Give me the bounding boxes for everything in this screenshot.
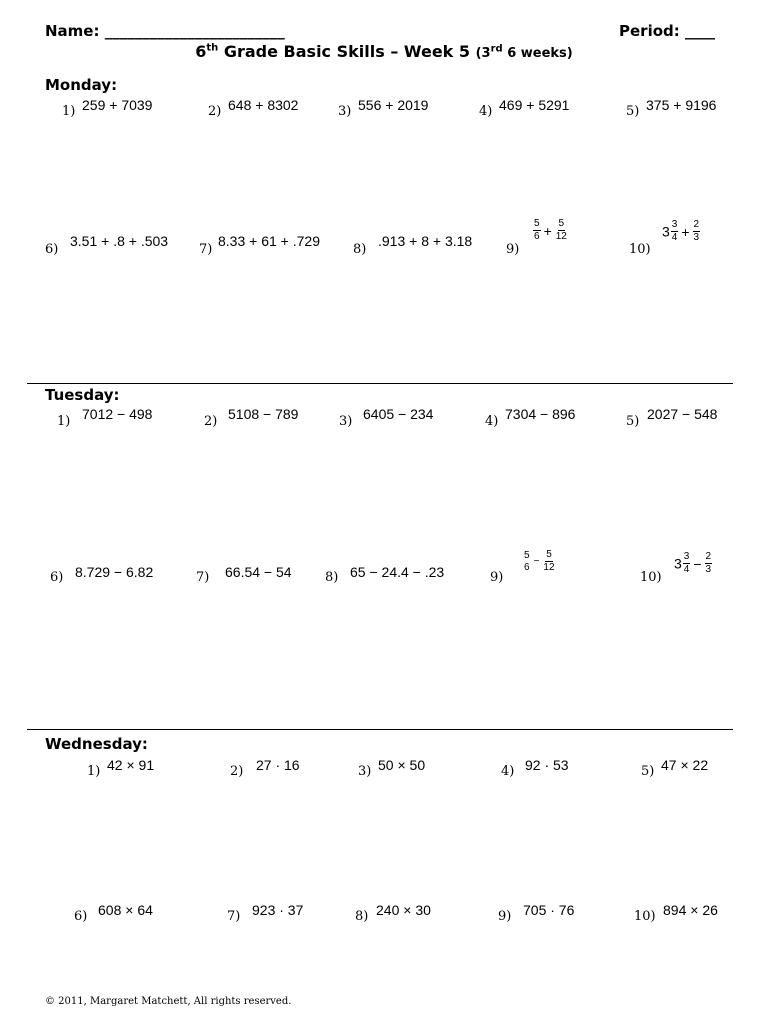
problem-expression: 7304 − 896 [505,406,576,422]
problem-number: 10) [640,570,662,585]
problem-expression: 8.33 + 61 + .729 [218,233,320,249]
problem-expression: 92 · 53 [525,757,569,773]
fraction-expression: 5 6 − $\frac{5}{12}$ [524,549,555,573]
period-blank[interactable]: ____ [684,22,715,40]
problem-expression: 50 × 50 [378,757,426,773]
problem-number: 8) [353,242,367,257]
problem-number: 4) [479,104,493,119]
problem-number: 1) [87,764,101,779]
period-label: Period: ____ [619,22,715,40]
problem-expression: 5108 − 789 [228,406,299,422]
problem-number: 9) [490,570,504,585]
problem-expression: .913 + 8 + 3.18 [378,233,473,249]
section-divider [27,729,733,730]
problem-number: 1) [62,104,76,119]
fraction-expression: $\frac{5}{6}$ + $\frac{5}{12}$ [534,218,567,242]
problem-number: 10) [634,909,656,924]
copyright-footer: © 2011, Margaret Matchett, All rights reserved. [45,996,292,1007]
problem-number: 8) [355,909,369,924]
problem-number: 3) [339,414,353,429]
problem-expression: 240 × 30 [376,902,431,918]
problem-expression: 259 + 7039 [82,97,153,113]
wednesday-heading: Wednesday: [45,735,148,753]
problem-expression: 27 · 16 [256,757,300,773]
section-divider [27,383,733,384]
problem-expression: 556 + 2019 [358,97,429,113]
tuesday-heading: Tuesday: [45,386,120,404]
problem-expression: 923 · 37 [252,902,304,918]
problem-number: 5) [626,414,640,429]
problem-number: 7) [199,242,213,257]
problem-number: 5) [641,764,655,779]
problem-expression: 648 + 8302 [228,97,299,113]
problem-expression: 7012 − 498 [82,406,153,422]
monday-heading: Monday: [45,76,118,94]
problem-expression: 47 × 22 [661,757,709,773]
problem-number: 6) [74,909,88,924]
problem-expression: 894 × 26 [663,902,718,918]
problem-number: 9) [506,242,520,257]
problem-number: 7) [196,570,210,585]
problem-expression: 6405 − 234 [363,406,434,422]
problem-number: 3) [358,764,372,779]
problem-number: 1) [57,414,71,429]
problem-number: 6) [45,242,59,257]
problem-number: 10) [629,242,651,257]
mixed-number-expression: 3 $\frac{3}{4}$ + $\frac{2}{3}$ [662,219,700,243]
problem-number: 4) [501,764,515,779]
problem-expression: 42 × 91 [107,757,155,773]
problem-expression: 3.51 + .8 + .503 [70,233,169,249]
problem-number: 2) [230,764,244,779]
problem-number: 8) [325,570,339,585]
problem-number: 5) [626,104,640,119]
problem-expression: 2027 − 548 [647,406,718,422]
problem-number: 9) [498,909,512,924]
problem-expression: 375 + 9196 [646,97,717,113]
problem-number: 4) [485,414,499,429]
problem-number: 3) [338,104,352,119]
problem-expression: 469 + 5291 [499,97,570,113]
name-label: Name: ________________________ [45,22,285,40]
problem-number: 6) [50,570,64,585]
problem-expression: 705 · 76 [523,902,575,918]
problem-number: 2) [204,414,218,429]
problem-expression: 65 − 24.4 − .23 [350,564,445,580]
problem-number: 7) [227,909,241,924]
problem-expression: 66.54 − 54 [225,564,292,580]
problem-expression: 8.729 − 6.82 [75,564,154,580]
mixed-number-expression: 3 $\frac{3}{4}$ − $\frac{2}{3}$ [674,551,712,575]
problem-number: 2) [208,104,222,119]
name-blank[interactable]: ________________________ [104,22,285,40]
page-title: 6th Grade Basic Skills – Week 5 (3rd 6 weeks) [195,42,573,61]
problem-expression: 608 × 64 [98,902,153,918]
